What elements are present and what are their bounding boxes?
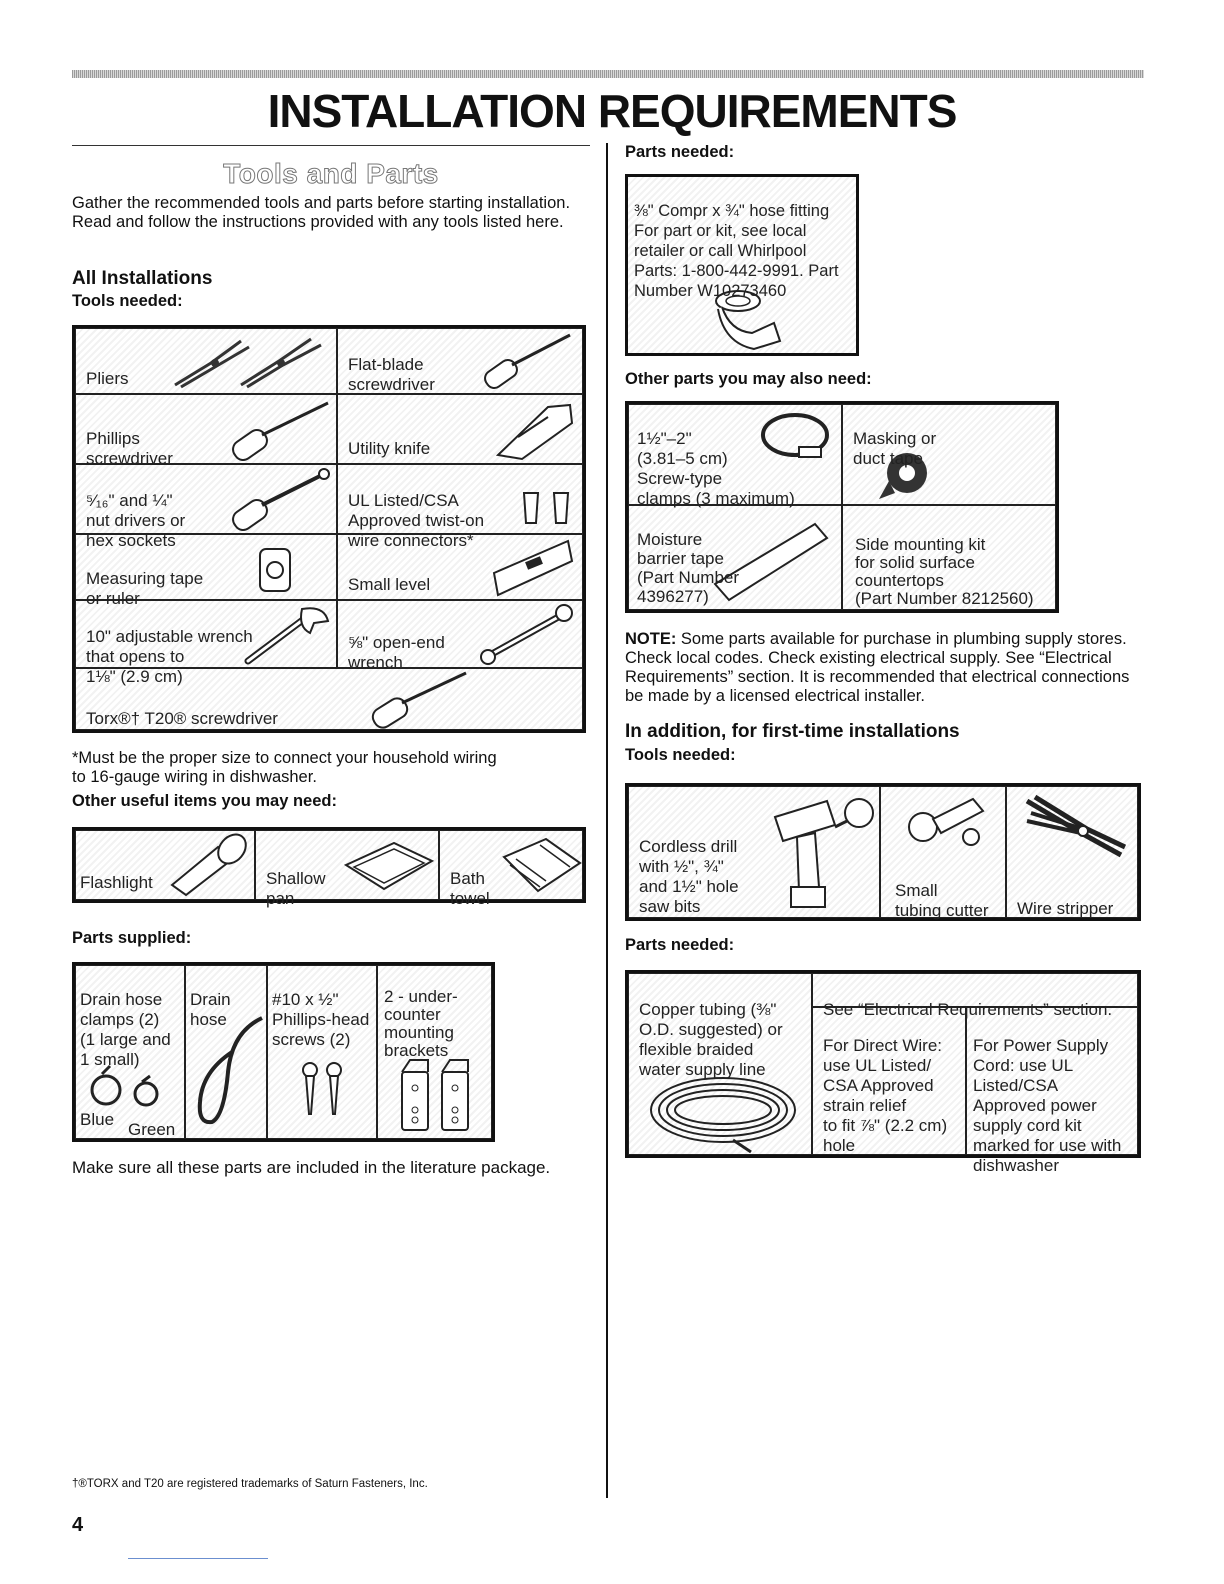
useful-cell-flashlight xyxy=(75,830,255,900)
useful-label: Flashlight xyxy=(80,873,153,892)
first-tool-label: Cordless drill with ½", ¾" and 1½" hole saw bits xyxy=(639,837,739,916)
green-clamp-label: Green xyxy=(128,1120,176,1139)
note-label: NOTE: xyxy=(625,630,677,648)
section-rule xyxy=(72,145,590,146)
final-part-label: For Power Supply Cord: use UL Listed/CSA Approved power supply cord kit marked for use with dishwasher xyxy=(973,1036,1122,1175)
page-number: 4 xyxy=(72,1514,84,1536)
all-installations-heading: All Installations xyxy=(72,268,213,289)
tubing-cutter-icon xyxy=(901,793,991,853)
literature-package-note: Make sure all these parts are included in the literature package. xyxy=(72,1158,551,1177)
other-part-label: Masking or duct tape xyxy=(853,429,937,468)
tools-needed-table xyxy=(72,325,586,733)
top-rule xyxy=(72,70,1144,78)
useful-items-label: Other useful items you may need: xyxy=(72,792,337,810)
trademark-footnote: †®TORX and T20 are registered trademarks of Saturn Fasteners, Inc. xyxy=(72,1478,428,1490)
tool-cell-nut-drivers xyxy=(75,464,337,550)
hose-fitting-box xyxy=(625,174,859,356)
other-part-cell-duct-tape xyxy=(842,404,1056,505)
other-part-cell-screw-clamps xyxy=(628,404,842,508)
first-tool-cell-cordless-drill xyxy=(628,786,880,918)
tool-label: Small level xyxy=(348,575,431,594)
parts-supplied-label: Parts supplied: xyxy=(72,929,192,947)
tool-label: Utility knife xyxy=(348,439,431,458)
part-cell-drain-hose-clamps xyxy=(75,965,185,1139)
first-time-tools-table xyxy=(625,783,1141,921)
mounting-bracket-icon xyxy=(398,1054,474,1134)
final-part-label: Copper tubing (⅜" O.D. suggested) or flexible braided water supply line xyxy=(639,1000,783,1079)
tool-label: ⁵⁄₁₆" and ¼" nut drivers or hex sockets xyxy=(86,491,186,550)
final-part-cell-power-supply xyxy=(966,1007,1138,1175)
page-title: INSTALLATION REQUIREMENTS xyxy=(267,85,957,137)
wire-stripper-icon xyxy=(1021,793,1131,873)
tools-footnote: *Must be the proper size to connect your household wiring to 16-gauge wiring in dishwasher. xyxy=(72,749,497,786)
first-time-heading: In addition, for first-time installations xyxy=(625,721,960,742)
blue-clamp-label: Blue xyxy=(80,1110,115,1129)
first-tool-cell-tubing-cutter xyxy=(880,786,1006,918)
useful-items-table xyxy=(72,827,586,908)
parts-needed-label: Parts needed: xyxy=(625,143,735,161)
final-part-cell-direct-wire xyxy=(812,1007,966,1155)
part-label: Drain hose xyxy=(190,990,231,1029)
final-part-label: For Direct Wire: use UL Listed/ CSA Approved strain relief to fit ⅞" (2.2 cm) hole xyxy=(823,1036,948,1155)
other-part-label: 1½"–2" (3.81–5 cm) Screw-type clamps (3 maximum) xyxy=(637,429,795,508)
bottom-rule xyxy=(128,1558,268,1559)
other-parts-label: Other parts you may also need: xyxy=(625,370,872,388)
other-part-label: Side mounting kit for solid surface countertops (Part Number 8212560) xyxy=(855,535,1034,608)
final-part-label: See “Electrical Requirements” section. xyxy=(823,1000,1113,1019)
part-cell-screws xyxy=(267,965,377,1139)
tool-label: Measuring tape or ruler xyxy=(86,569,204,608)
tool-cell-adjustable-wrench xyxy=(75,600,337,686)
note-text: Some parts available for purchase in plumbing supply stores. Check local codes. Check existing electrical supply. See “Electrical Requirements” section. It is recommended that electrical connections be made by a licensed electrical installer. xyxy=(625,630,1130,705)
tool-label: UL Listed/CSA Approved twist-on wire connectors* xyxy=(348,491,485,550)
part-label: 2 - under- counter mounting brackets xyxy=(384,987,458,1060)
tool-label: Torx®† T20® screwdriver xyxy=(86,709,278,728)
tool-cell-wire-connectors xyxy=(337,464,583,550)
useful-label: Shallow pan xyxy=(266,869,326,908)
part-label: #10 x ½" Phillips-head screws (2) xyxy=(272,990,370,1049)
useful-label: Bath towel xyxy=(450,869,490,908)
hose-fitting-cell xyxy=(628,177,856,353)
part-label: Drain hose clamps (2) (1 large and 1 small) xyxy=(80,990,171,1069)
tool-cell-flat-blade xyxy=(337,328,583,394)
tool-label: ⅝" open-end wrench xyxy=(348,633,445,672)
final-parts-needed-label: Parts needed: xyxy=(625,936,735,954)
section-title-tools-and-parts: Tools and Parts xyxy=(223,158,439,189)
tool-cell-phillips xyxy=(75,394,337,468)
tool-label: Phillips screwdriver xyxy=(86,429,173,468)
other-part-cell-side-mounting-kit xyxy=(842,505,1056,610)
parts-supplied-table xyxy=(72,962,495,1142)
tool-label: Flat-blade screwdriver xyxy=(348,355,435,394)
column-divider xyxy=(606,143,608,1498)
copper-tubing-icon xyxy=(643,1070,809,1154)
part-cell-drain-hose xyxy=(185,965,267,1139)
useful-cell-shallow-pan xyxy=(255,830,439,908)
tool-label: Pliers xyxy=(86,369,129,388)
tool-label: 10" adjustable wrench that opens to 1⅛" (2.9 cm) xyxy=(86,627,253,686)
first-tool-label: Wire stripper xyxy=(1017,899,1114,918)
tool-cell-pliers xyxy=(75,328,337,394)
tool-cell-open-end-wrench xyxy=(337,600,583,672)
note-paragraph xyxy=(625,630,1135,706)
first-tool-cell-wire-stripper xyxy=(1006,786,1138,918)
final-part-cell-see-electrical xyxy=(812,973,1138,1019)
other-part-label: Moisture barrier tape (Part Number 4396277) xyxy=(637,530,740,606)
intro-paragraph: Gather the recommended tools and parts before starting installation. Read and follow the instructions provided with any tools listed here. xyxy=(72,194,571,231)
tool-cell-utility-knife xyxy=(337,394,583,464)
other-part-cell-moisture-tape xyxy=(628,505,842,610)
tools-needed-label: Tools needed: xyxy=(72,292,183,310)
part-cell-mounting-brackets xyxy=(377,965,492,1139)
useful-cell-bath-towel xyxy=(439,830,583,908)
final-part-cell-copper-tubing xyxy=(628,973,812,1155)
hose-fitting-text: ⅜" Compr x ¾" hose fitting For part or kit, see local retailer or call Whirlpool Parts: 1-800-442-9991. Part Number W10273460 xyxy=(634,202,839,300)
other-parts-table xyxy=(625,401,1059,613)
screw-icon xyxy=(298,1062,348,1122)
first-tool-label: Small tubing cutter xyxy=(895,881,989,920)
first-time-tools-label: Tools needed: xyxy=(625,746,736,764)
final-parts-table xyxy=(625,970,1141,1175)
